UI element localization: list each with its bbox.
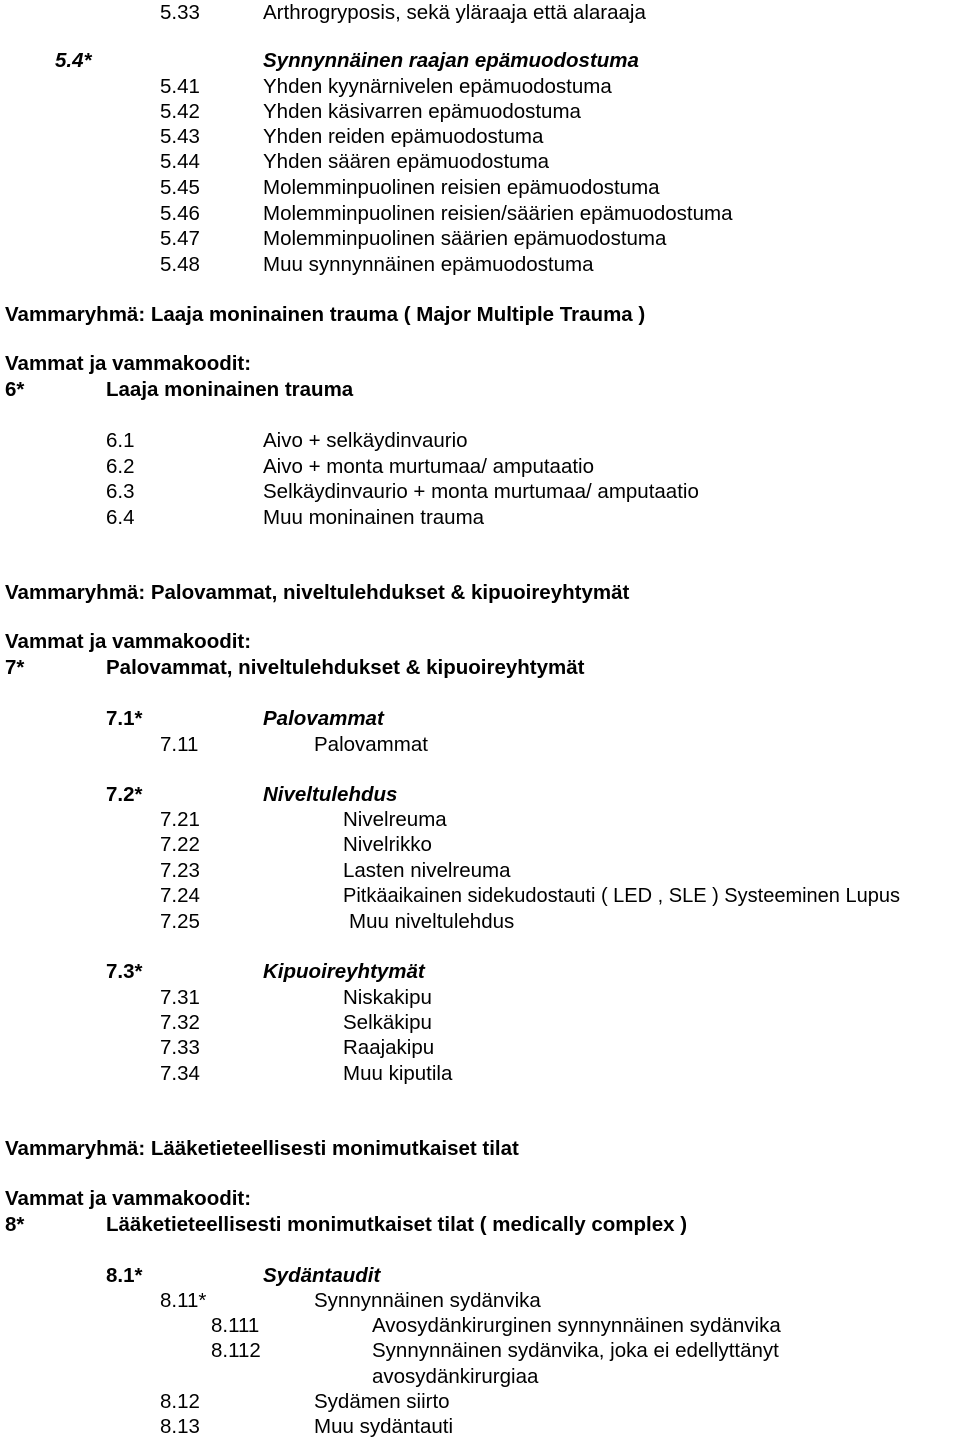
item-text: Muu kiputila <box>343 1062 453 1085</box>
item-code: 8.111 <box>211 1314 260 1337</box>
item-code: 8.112 <box>211 1339 261 1362</box>
subgroup-code: 7.3* <box>106 960 143 983</box>
item-code: 5.47 <box>160 227 200 250</box>
item-code: 6.2 <box>106 455 135 478</box>
codes-label: Vammat ja vammakoodit: <box>5 1187 252 1210</box>
item-code: 5.33 <box>160 1 200 24</box>
item-text: Aivo + selkäydinvaurio <box>263 429 468 452</box>
item-code: 5.44 <box>160 150 200 173</box>
item-text: Selkäkipu <box>343 1011 432 1034</box>
subgroup-title: Niveltulehdus <box>263 783 398 806</box>
item-text: Nivelrikko <box>343 833 432 856</box>
codes-label: Vammat ja vammakoodit: <box>5 630 252 653</box>
main-title: Palovammat, niveltulehdukset & kipuoireyhtymät <box>106 656 585 679</box>
item-text: Muu niveltulehdus <box>349 910 515 933</box>
item-text: Palovammat <box>314 733 428 756</box>
item-code: 5.45 <box>160 176 200 199</box>
item-text-continued: avosydänkirurgiaa <box>372 1365 539 1388</box>
main-title: Laaja moninainen trauma <box>106 378 354 401</box>
item-code: 6.4 <box>106 506 135 529</box>
item-text: Synnynnäinen sydänvika <box>314 1289 541 1312</box>
item-code: 7.31 <box>160 986 200 1009</box>
item-text: Molemminpuolinen reisien epämuodostuma <box>263 176 660 199</box>
item-text: Niskakipu <box>343 986 432 1009</box>
main-title: Lääketieteellisesti monimutkaiset tilat ( medically complex ) <box>106 1213 688 1236</box>
item-code: 7.21 <box>160 808 200 831</box>
item-code: 8.12 <box>160 1390 200 1413</box>
subgroup-title: Palovammat <box>263 707 384 730</box>
item-code: 8.11* <box>160 1289 207 1312</box>
item-code: 7.11 <box>160 733 199 756</box>
main-code: 6* <box>5 378 25 401</box>
subgroup-title: Kipuoireyhtymät <box>263 960 425 983</box>
item-text: Muu synnynnäinen epämuodostuma <box>263 253 594 276</box>
subgroup-code: 7.1* <box>106 707 143 730</box>
group-heading: Vammaryhmä: Palovammat, niveltulehdukset & kipuoireyhtymät <box>5 581 630 604</box>
subgroup-code: 7.2* <box>106 783 143 806</box>
item-code: 7.25 <box>160 910 200 933</box>
item-code: 6.1 <box>106 429 135 452</box>
item-text: Pitkäaikainen sidekudostauti ( LED , SLE ) Systeeminen Lupus <box>343 885 900 907</box>
item-text: Yhden käsivarren epämuodostuma <box>263 100 581 123</box>
main-code: 7* <box>5 656 25 679</box>
item-code: 6.3 <box>106 480 135 503</box>
item-code: 7.23 <box>160 859 200 882</box>
item-text: Molemminpuolinen reisien/säärien epämuodostuma <box>263 202 733 225</box>
item-text: Muu sydäntauti <box>314 1415 454 1438</box>
item-code: 5.46 <box>160 202 200 225</box>
item-text: Yhden reiden epämuodostuma <box>263 125 544 148</box>
item-text: Yhden säären epämuodostuma <box>263 150 550 173</box>
item-text: Avosydänkirurginen synnynnäinen sydänvika <box>372 1314 781 1337</box>
item-text: Lasten nivelreuma <box>343 859 511 882</box>
item-code: 8.13 <box>160 1415 200 1438</box>
item-text: Yhden kyynärnivelen epämuodostuma <box>263 75 612 98</box>
item-text: Nivelreuma <box>343 808 447 831</box>
item-text: Selkäydinvaurio + monta murtumaa/ amputaatio <box>263 480 699 503</box>
item-code: 7.22 <box>160 833 200 856</box>
item-code: 7.24 <box>160 884 200 907</box>
item-code: 5.41 <box>160 75 200 98</box>
codes-label: Vammat ja vammakoodit: <box>5 352 252 375</box>
item-code: 7.34 <box>160 1062 200 1085</box>
item-code: 5.43 <box>160 125 200 148</box>
subgroup-code: 8.1* <box>106 1264 143 1287</box>
item-code: 7.33 <box>160 1036 200 1059</box>
item-code: 5.48 <box>160 253 200 276</box>
group-heading: Vammaryhmä: Lääketieteellisesti monimutkaiset tilat <box>5 1137 519 1160</box>
item-text: Raajakipu <box>343 1036 435 1059</box>
subgroup-title: Sydäntaudit <box>263 1264 381 1287</box>
subgroup-code: 5.4* <box>55 49 92 72</box>
main-code: 8* <box>5 1213 25 1236</box>
item-text: Molemminpuolinen säärien epämuodostuma <box>263 227 667 250</box>
item-text: Muu moninainen trauma <box>263 506 485 529</box>
item-text: Aivo + monta murtumaa/ amputaatio <box>263 455 595 478</box>
item-text: Synnynnäinen sydänvika, joka ei edellyttänyt <box>372 1339 779 1362</box>
group-heading: Vammaryhmä: Laaja moninainen trauma ( Major Multiple Trauma ) <box>5 303 646 326</box>
subgroup-title: Synnynnäinen raajan epämuodostuma <box>263 49 639 72</box>
item-text: Sydämen siirto <box>314 1390 450 1413</box>
item-code: 5.42 <box>160 100 200 123</box>
item-code: 7.32 <box>160 1011 200 1034</box>
item-text: Arthrogryposis, sekä yläraaja että alaraaja <box>263 1 646 24</box>
